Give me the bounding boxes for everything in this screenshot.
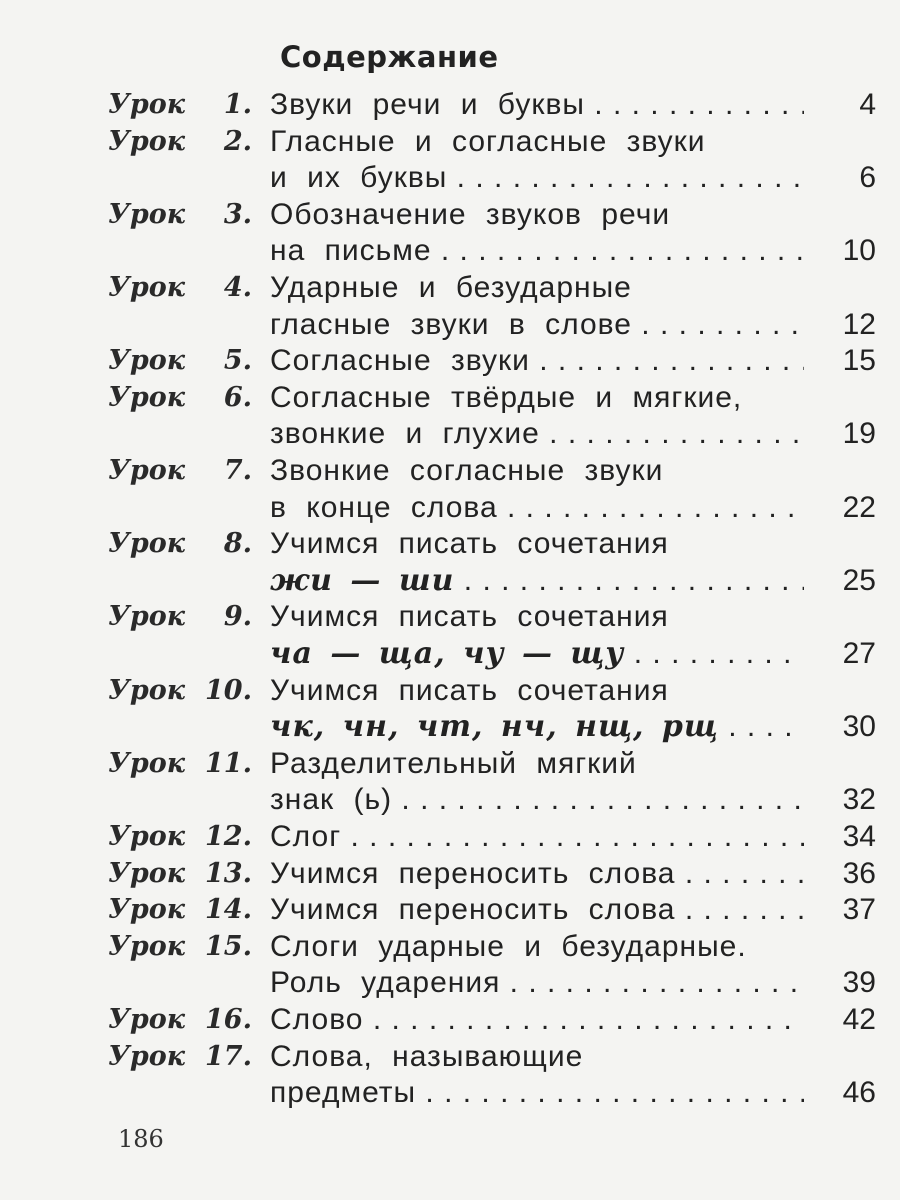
lesson-number: 5. [223,345,252,377]
toc-entry-text: Разделительный мягкий [270,746,637,780]
toc-entry-line [0,343,900,379]
toc-entry-line [0,124,900,160]
toc-page-number: 22 [842,490,876,524]
toc-entry-text: Звонкие согласные звуки [270,454,664,487]
lesson-number: 12. [205,821,252,852]
toc-entry-title [270,1039,804,1075]
lesson-number: 16. [205,1004,252,1035]
toc-entry-title [270,1002,804,1038]
toc-entry-line [0,892,900,928]
toc-entry-text: на письме [270,234,432,268]
toc-page-number: 6 [859,161,876,195]
toc-entry-text: Слог [270,820,342,853]
lesson-number: 7. [223,455,252,486]
toc-entry-title [270,87,804,123]
toc-entry-title [270,197,804,233]
toc-entry-text: Ударные и безударные [270,271,632,304]
toc-entry-line [0,87,900,123]
toc-entry-title [270,453,804,489]
lesson-number: 6. [223,381,252,413]
lesson-label: Урок [108,821,186,852]
toc-entry-text: звонкие и глухие [270,417,540,451]
toc-entry-text: жи — ши [270,562,455,598]
toc-entry-title [270,270,804,306]
toc-entry-text: Учимся писать сочетания [270,600,669,634]
toc-entry-title [270,526,804,562]
lesson-label: Урок [108,747,186,779]
toc-entry-text: знак (ь) [270,783,393,817]
toc-entry-line [0,1075,900,1111]
toc-entry-text: Слово [270,1003,364,1036]
toc-entry-title [270,599,804,635]
toc-entry-text: Согласные твёрдые и мягкие, [270,380,743,414]
toc-page-number: 19 [842,417,876,451]
toc-entry-text: Учимся переносить слова [270,893,676,927]
toc-page-number: 34 [842,820,876,853]
toc-entry-title [270,563,804,599]
lesson-label: Урок [108,1004,186,1035]
toc-entry-text: предметы [270,1076,417,1110]
lesson-label: Урок [108,930,186,962]
lesson-number: 3. [223,198,252,230]
toc-entry-title [270,490,804,526]
toc-page-number: 36 [842,856,876,890]
toc-entry-line [0,490,900,526]
toc-entry-text: в конце слова [270,490,498,524]
lesson-number: 11. [205,747,252,779]
toc-entry-title [270,709,804,745]
toc-entry-title [270,856,804,892]
toc-entry-title [270,124,804,160]
toc-page-number: 46 [842,1076,876,1110]
toc-entry-title [270,1075,804,1111]
lesson-label: Урок [108,455,186,486]
toc-entry-title [270,673,804,709]
toc-page-number: 10 [842,234,876,268]
toc-entry-line [0,636,900,672]
toc-entry-title [270,892,804,928]
toc-entry-line [0,1002,900,1038]
toc-entry-line [0,673,900,709]
toc-page-number: 15 [842,344,876,378]
toc-entry-line [0,233,900,269]
toc-entry-text: Роль ударения [270,966,501,1000]
lesson-label: Урок [108,894,186,926]
toc-entry-text: Учимся писать сочетания [270,673,669,707]
toc-entry-title [270,416,804,452]
toc-entry-title [270,160,804,196]
lesson-label: Урок [108,198,186,230]
toc-entry-title [270,965,804,1001]
lesson-label: Урок [108,89,186,120]
toc-entry-line [0,1039,900,1075]
toc-entry-line [0,526,900,562]
toc-entry-title [270,343,804,379]
toc-entry-line [0,270,900,306]
lesson-number: 15. [205,930,252,962]
lesson-label: Урок [108,674,186,706]
toc-entry-text: Гласные и согласные звуки [270,124,706,158]
toc-entry-line [0,599,900,635]
page-title: Содержание [280,40,499,74]
toc-entry-line [0,416,900,452]
toc-page-number: 32 [842,783,876,817]
toc-entry-text: гласные звуки в слове [270,307,632,341]
lesson-number: 4. [223,272,252,303]
toc-entry-title [270,782,804,818]
lesson-label: Урок [108,125,186,157]
toc-page-number: 12 [842,307,876,341]
toc-entry-text: Согласные звуки [270,344,530,378]
lesson-label: Урок [108,857,186,889]
toc-entry-line [0,563,900,599]
lesson-number: 10. [205,674,252,706]
lesson-number: 8. [223,528,252,560]
toc-entry-line [0,197,900,233]
toc-entry-text: Звуки речи и буквы [270,88,585,121]
toc-page-number: 37 [842,893,876,927]
toc-entry-title [270,380,804,416]
toc-page-number: 4 [859,88,876,121]
toc-entry-text: ча — ща, чу — щу [270,636,625,671]
toc-entry-text: чк, чн, чт, нч, нщ, рщ [270,709,719,745]
toc-entry-title [270,307,804,343]
page-number: 186 [118,1125,164,1153]
toc-entry-line [0,709,900,745]
toc-entry-text: Слоги ударные и безударные. [270,929,747,963]
toc-entry-line [0,307,900,343]
lesson-number: 17. [205,1040,252,1072]
lesson-number: 13. [205,857,252,889]
toc-page-number: 30 [842,710,876,744]
toc-entry-title [270,819,804,855]
toc-entry-line [0,380,900,416]
toc-entry-text: Учимся писать сочетания [270,527,669,561]
lesson-number: 2. [223,125,252,157]
toc-entry-line [0,160,900,196]
toc-entry-text: Учимся переносить слова [270,856,676,890]
lesson-number: 9. [223,601,252,633]
lesson-label: Урок [108,381,186,413]
toc-page-number: 25 [842,563,876,597]
toc-entry-title [270,929,804,965]
toc-entry-line [0,453,900,489]
toc-entry-title [270,636,804,672]
toc-entry-text: и их буквы [270,161,448,195]
toc-entry-line [0,746,900,782]
toc-entry-title [270,746,804,782]
lesson-number: 1. [223,89,252,120]
toc-page-number: 39 [842,966,876,1000]
lesson-label: Урок [108,272,186,303]
toc-entry-line [0,965,900,1001]
lesson-label: Урок [108,1040,186,1072]
toc-entry-line [0,856,900,892]
lesson-label: Урок [108,345,186,377]
lesson-label: Урок [108,528,186,560]
lesson-label: Урок [108,601,186,633]
toc-entry-text: Слова, называющие [270,1039,584,1073]
toc-entry-line [0,782,900,818]
toc-page-number: 42 [842,1003,876,1036]
lesson-number: 14. [205,894,252,926]
toc-entry-line [0,929,900,965]
toc-page-number: 27 [842,637,876,670]
toc-entry-text: Обозначение звуков речи [270,197,671,231]
toc-entry-title [270,233,804,269]
toc-entry-line [0,819,900,855]
